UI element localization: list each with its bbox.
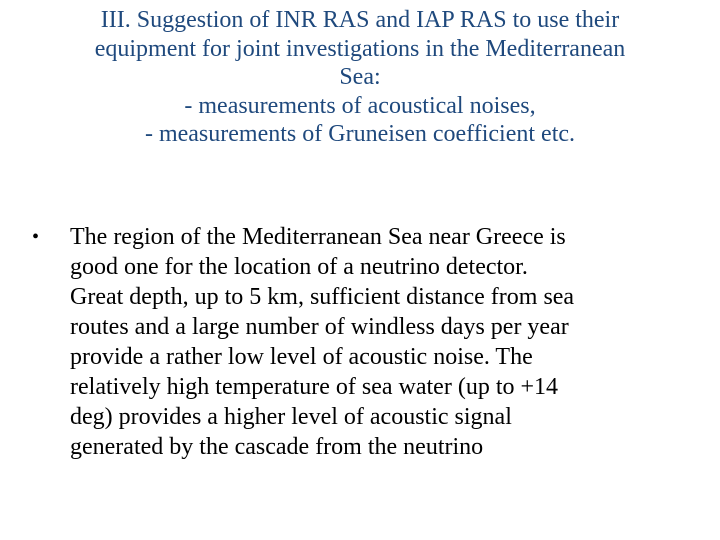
bullet-text: [70, 222, 574, 462]
title-line: Sea:: [339, 64, 381, 90]
title-line: III. Suggestion of INR RAS and IAP RAS to use their: [100, 7, 620, 33]
bullet-line: provide a rather low level of acoustic noise. The: [70, 344, 533, 370]
bullet-line: deg) provides a higher level of acoustic signal: [70, 404, 512, 430]
bullet-line: generated by the cascade from the neutrino: [70, 434, 484, 460]
slide-title: [20, 6, 700, 149]
title-line: - measurements of acoustical noises,: [184, 92, 536, 119]
bullet-item: [30, 222, 690, 462]
title-line: equipment for joint investigations in the Mediterranean: [94, 35, 626, 62]
bullet-line: routes and a large number of windless days per year: [70, 314, 569, 340]
bullet-line: good one for the location of a neutrino detector.: [70, 254, 528, 280]
bullet-icon: •: [32, 226, 40, 248]
bullet-line: relatively high temperature of sea water (up to +14: [70, 374, 559, 400]
slide-body: [30, 222, 690, 462]
bullet-line: The region of the Mediterranean Sea near Greece is: [70, 224, 566, 250]
title-line: - measurements of Gruneisen coefficient etc.: [144, 121, 576, 147]
bullet-line: Great depth, up to 5 km, sufficient distance from sea: [70, 284, 575, 310]
